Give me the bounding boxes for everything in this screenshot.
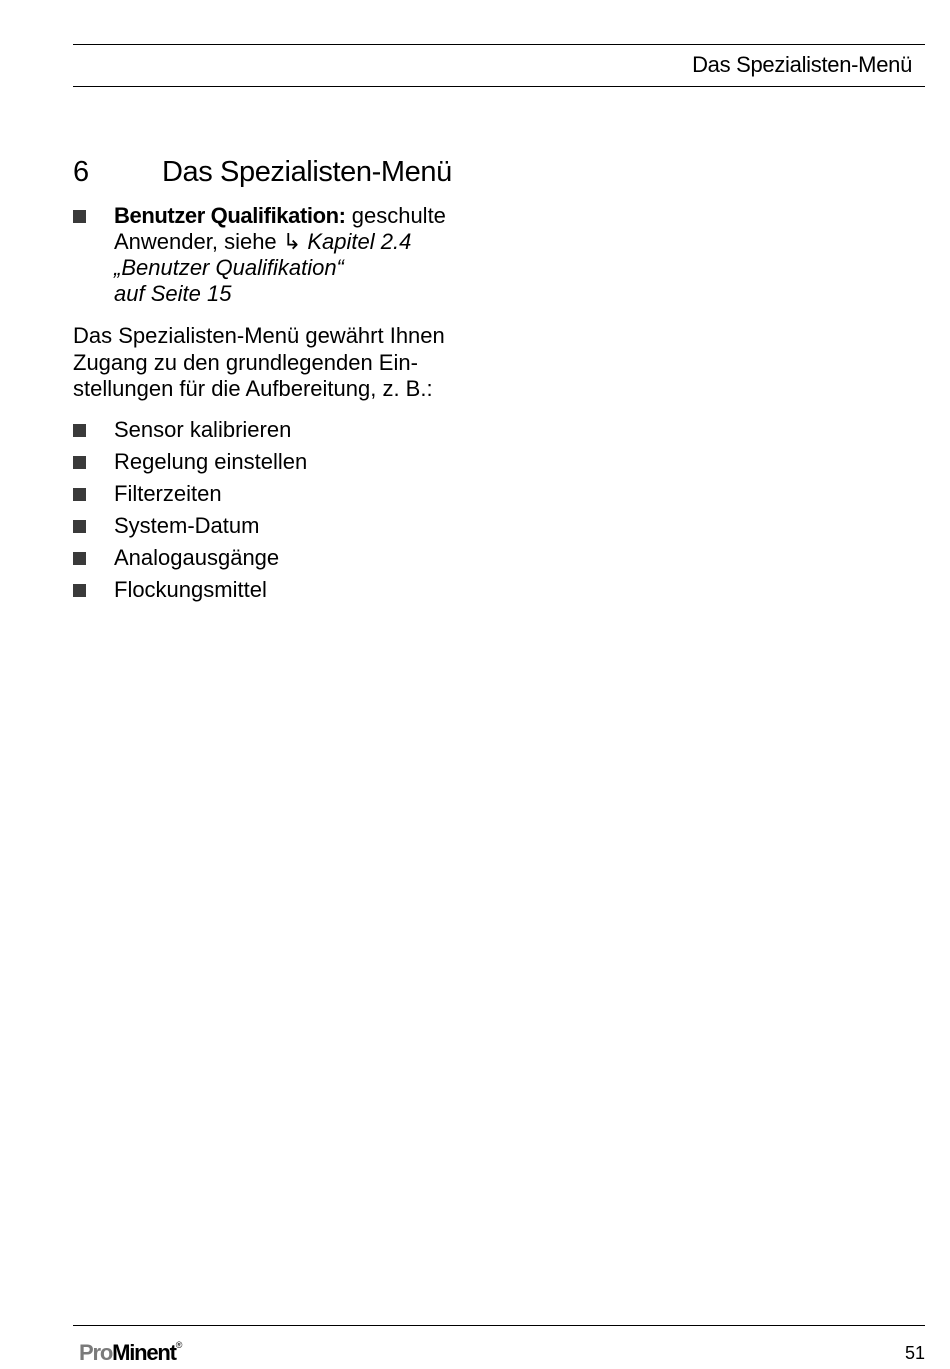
footer-rule — [73, 1325, 925, 1326]
list-item — [73, 416, 307, 448]
square-bullet-icon — [73, 424, 86, 437]
list-item-label: Analogausgänge — [114, 545, 280, 570]
prominent-logo — [79, 1340, 182, 1366]
running-header: Das Spezialisten-Menü — [692, 52, 912, 77]
intro-line: stellungen für die Aufbereitung, z. B.: — [73, 376, 433, 401]
intro-line: Zugang zu den grundlegenden Ein- — [73, 349, 418, 375]
list-item — [73, 544, 307, 576]
logo-minent: Minent — [112, 1340, 176, 1365]
square-bullet-icon — [73, 584, 86, 597]
list-item-label: System-Datum — [114, 513, 260, 538]
chapter-title: Das Spezialisten-Menü — [162, 156, 452, 188]
qualification-label: Benutzer Qualifikation: — [114, 203, 346, 228]
logo-pro: Pro — [79, 1340, 113, 1365]
header-rule-bottom — [73, 86, 925, 87]
reference-title: „Benutzer Qualifikation“ — [114, 255, 344, 280]
registered-mark: ® — [175, 1340, 183, 1350]
list-item-label: Regelung einstellen — [114, 449, 308, 474]
qualification-text: geschulte Anwender, siehe — [114, 203, 446, 254]
chapter-number: 6 — [73, 156, 89, 188]
list-item-label: Filterzeiten — [114, 481, 222, 506]
list-item-label: Flockungsmittel — [114, 577, 267, 602]
reference-page: auf Seite 15 — [114, 281, 232, 306]
reference-chapter: Kapitel 2.4 — [307, 229, 412, 254]
list-item-label: Sensor kalibrieren — [114, 417, 292, 442]
arrow-reference-icon: ↳ — [282, 229, 302, 254]
list-item — [73, 576, 307, 608]
square-bullet-icon — [73, 520, 86, 533]
square-bullet-icon — [73, 210, 86, 223]
square-bullet-icon — [73, 488, 86, 501]
page-number: 51 — [904, 1343, 925, 1363]
list-item — [73, 512, 307, 544]
list-item — [73, 480, 307, 512]
square-bullet-icon — [73, 552, 86, 565]
header-rule-top — [73, 44, 925, 45]
intro-line: Das Spezialisten-Menü gewährt Ihnen — [73, 323, 445, 348]
settings-list — [73, 416, 307, 608]
qualification-note — [73, 203, 513, 307]
square-bullet-icon — [73, 456, 86, 469]
intro-paragraph — [73, 323, 493, 403]
list-item — [73, 448, 307, 480]
